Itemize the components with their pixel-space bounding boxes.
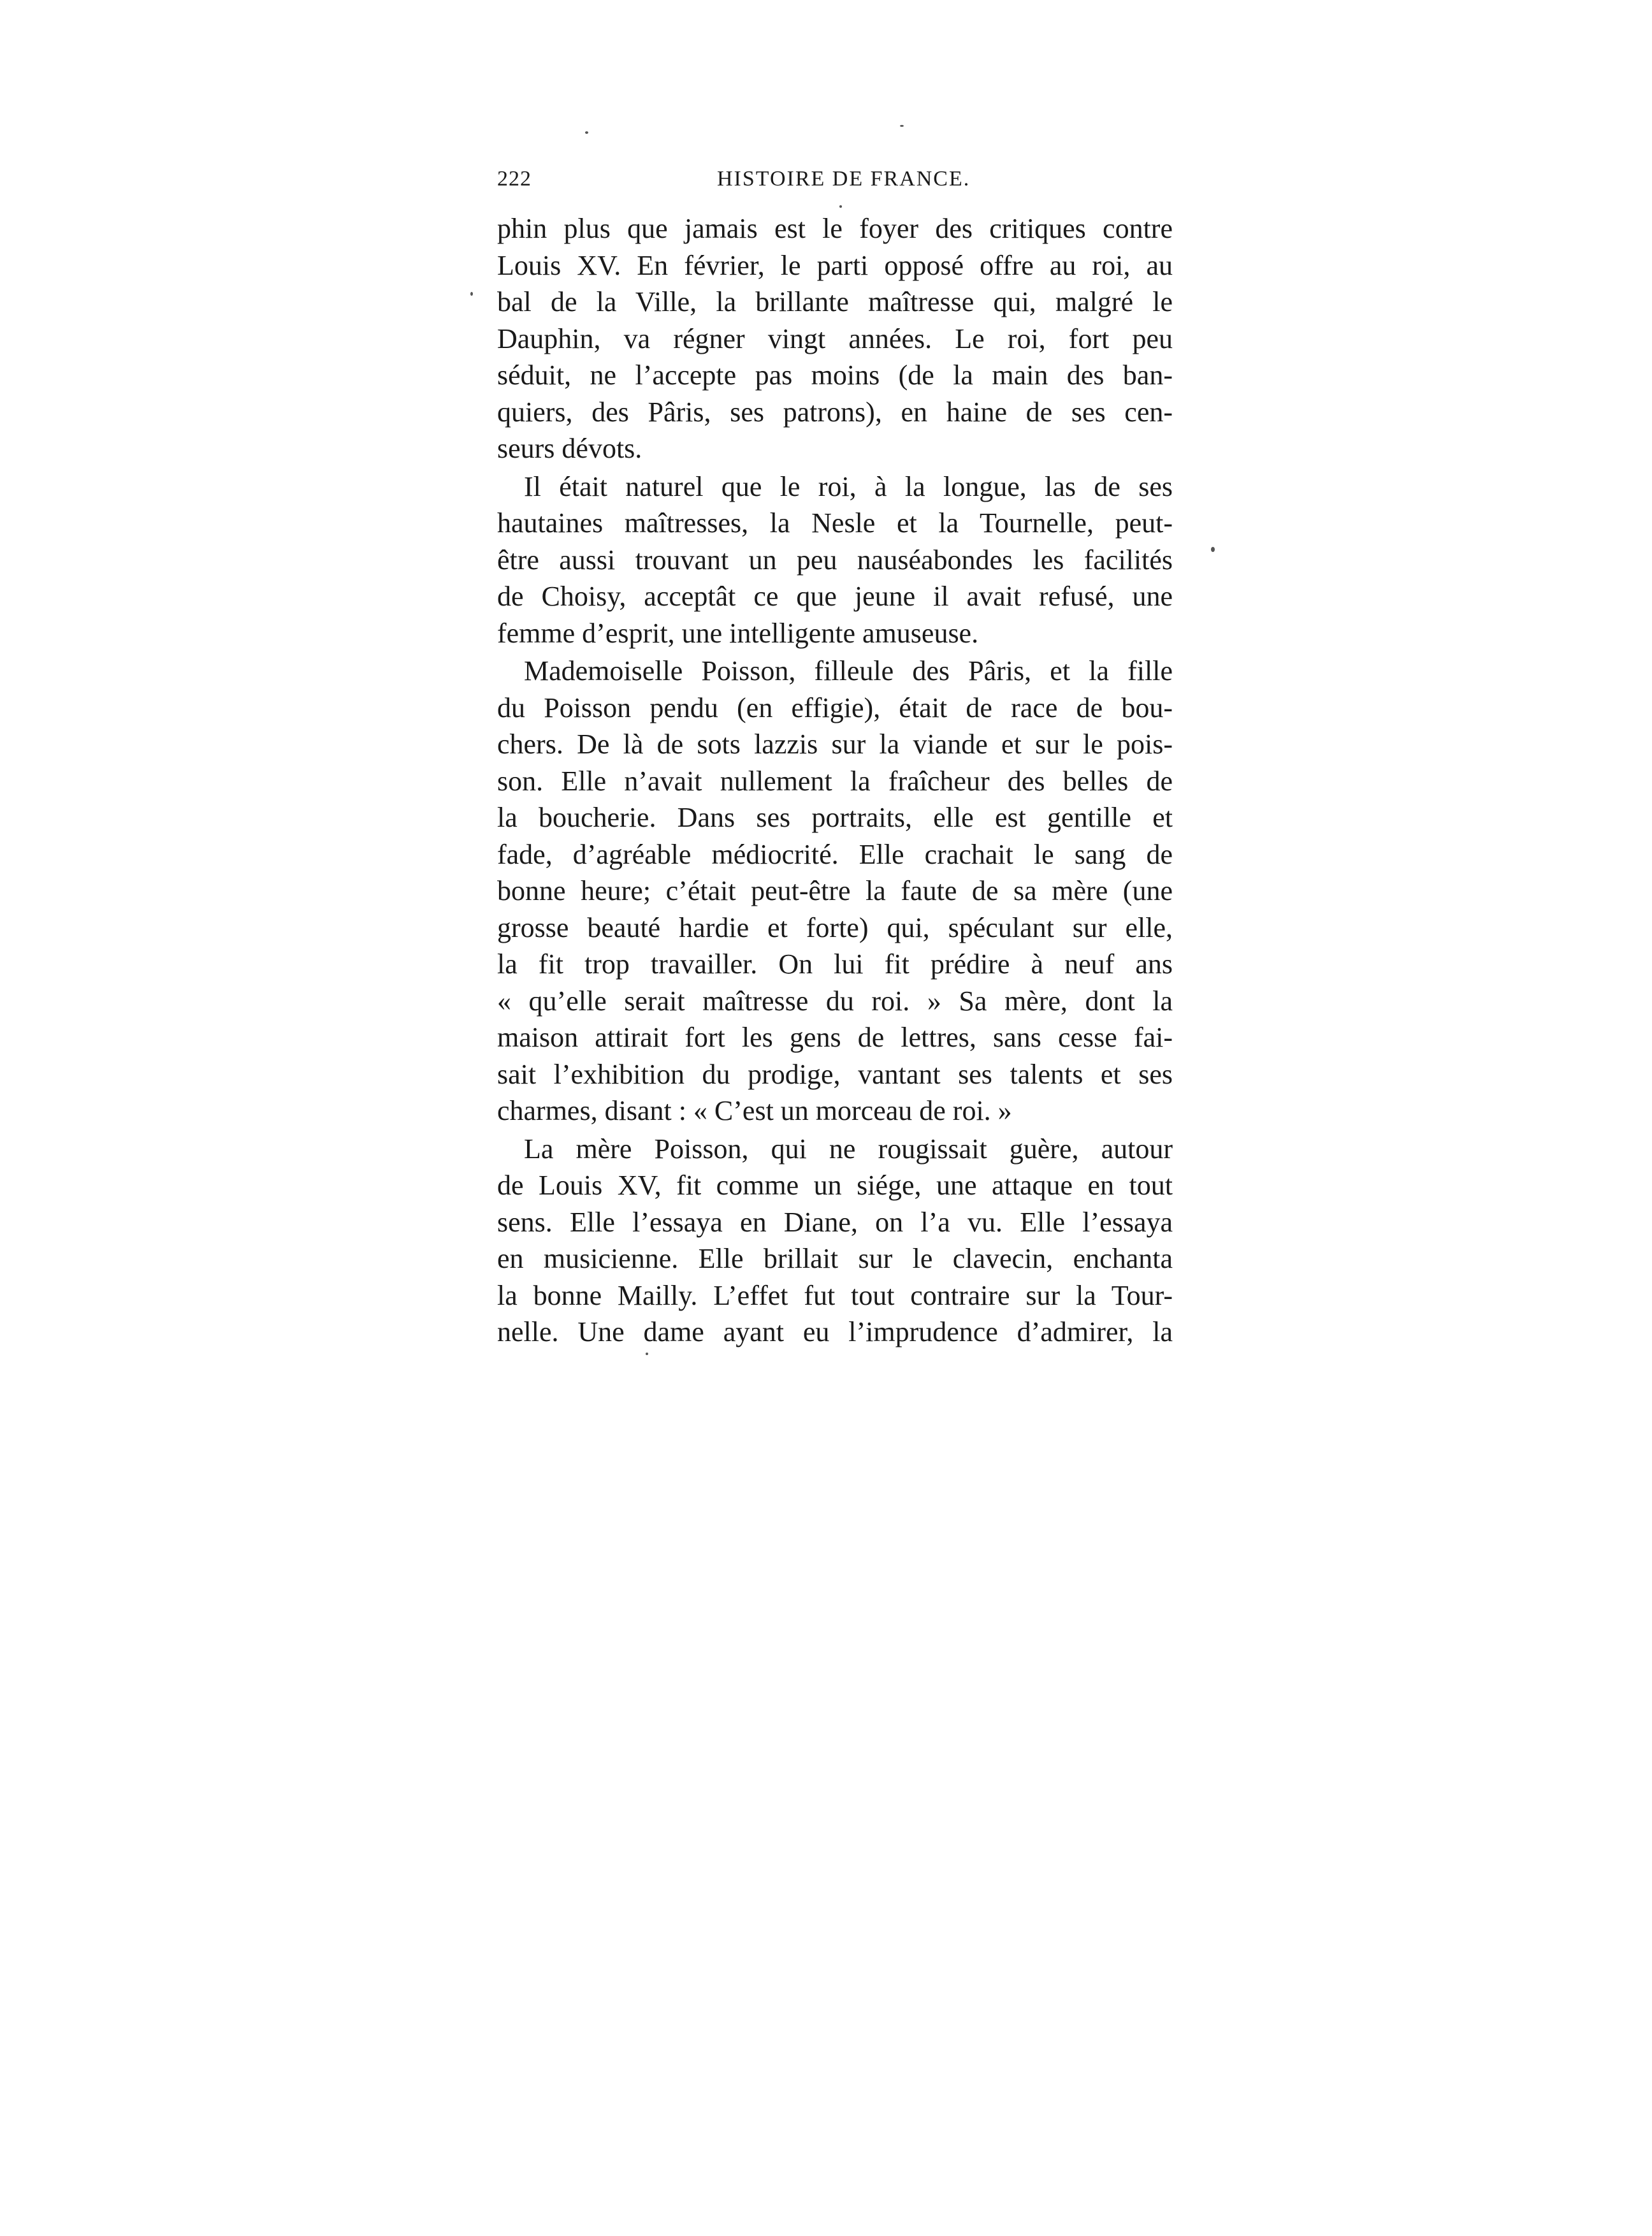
paragraph [497,210,1173,467]
scan-speck [1211,547,1215,552]
scan-speck [839,205,842,208]
text-line: de Choisy, acceptât ce que jeune il avait refusé, une [497,581,1173,612]
text-line: son. Elle n’avait nullement la fraîcheur des belles de [497,765,1173,797]
text-line: phin plus que jamais est le foyer des critiques contre [497,213,1173,244]
paragraph [497,1131,1173,1351]
text-line: maison attirait fort les gens de lettres, sans cesse fai- [497,1022,1173,1053]
paragraph [497,653,1173,1129]
text-line: Dauphin, va régner vingt années. Le roi, fort peu [497,323,1173,354]
running-head [497,167,1173,205]
text-line: quiers, des Pâris, ses patrons), en haine de ses cen- [497,396,1173,428]
text-line: hautaines maîtresses, la Nesle et la Tournelle, peut- [497,507,1173,539]
text-line: charmes, disant : « C’est un morceau de roi. » [497,1095,1012,1126]
page-number: 222 [497,167,532,191]
text-line: la boucherie. Dans ses portraits, elle est gentille et [497,802,1173,833]
text-line: sens. Elle l’essaya en Diane, on l’a vu. Elle l’essaya [497,1206,1173,1238]
text-line: la fit trop travailler. On lui fit prédire à neuf ans [497,948,1173,980]
scan-speck [900,125,904,127]
text-line: Il était naturel que le roi, à la longue, las de ses [524,470,1173,502]
text-line: être aussi trouvant un peu nauséabondes les facilités [497,544,1173,576]
scan-speck [646,1353,648,1355]
scan-speck [585,131,588,134]
body-text [497,210,1173,1351]
text-line: seurs dévots. [497,433,642,464]
text-line: bonne heure; c’était peut-être la faute de sa mère (une [497,875,1173,906]
text-line: La mère Poisson, qui ne rougissait guère, autour [524,1133,1173,1165]
text-line: séduit, ne l’accepte pas moins (de la main des ban- [497,359,1173,391]
running-title: HISTOIRE DE FRANCE. [717,167,971,191]
text-line: chers. De là de sots lazzis sur la viande et sur le pois- [497,729,1173,760]
text-line: Mademoiselle Poisson, filleule des Pâris, et la fille [524,655,1173,686]
paragraph [497,468,1173,652]
text-line: nelle. Une dame ayant eu l’imprudence d’admirer, la [497,1316,1173,1347]
text-line: fade, d’agréable médiocrité. Elle crachait le sang de [497,838,1173,870]
text-line: Louis XV. En février, le parti opposé offre au roi, au [497,249,1173,281]
text-line: bal de la Ville, la brillante maîtresse qui, malgré le [497,286,1173,317]
text-line: la bonne Mailly. L’effet fut tout contraire sur la Tour- [497,1279,1173,1311]
text-line: sait l’exhibition du prodige, vantant ses talents et ses [497,1058,1173,1090]
text-line: femme d’esprit, une intelligente amuseuse. [497,617,979,649]
text-line: grosse beauté hardie et forte) qui, spéculant sur elle, [497,911,1173,943]
text-line: « qu’elle serait maîtresse du roi. » Sa mère, dont la [497,985,1173,1017]
text-line: du Poisson pendu (en effigie), était de race de bou- [497,692,1173,723]
text-line: de Louis XV, fit comme un siége, une attaque en tout [497,1170,1173,1201]
text-line: en musicienne. Elle brillait sur le clavecin, enchanta [497,1243,1173,1274]
scan-speck [470,292,473,296]
